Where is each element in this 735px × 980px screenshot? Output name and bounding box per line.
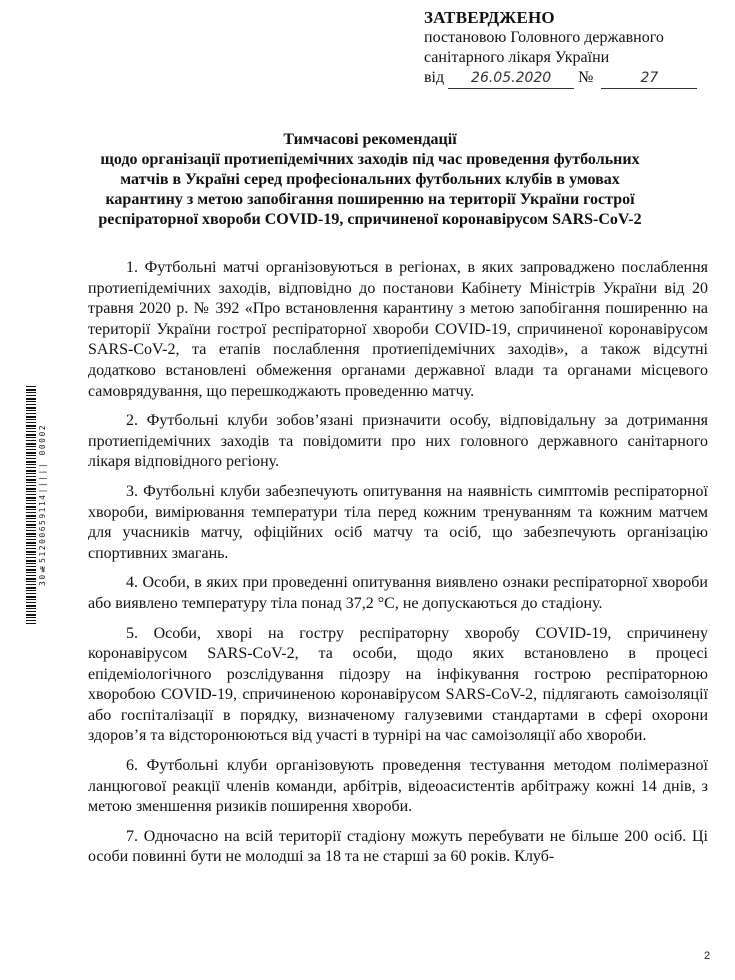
paragraph-2: 2. Футбольні клуби зобов’язані призначити особу, відповідальну за дотримання протиепідемічних заходів та повідомити про них головного державного санітарного лікаря відповідного регіону. bbox=[88, 412, 708, 471]
title-line-3: матчів в Україні серед професіональних футбольних клубів в умовах bbox=[120, 171, 620, 188]
side-barcode bbox=[26, 386, 48, 624]
title-line-5: респіраторної хвороби COVID-19, спричиненої коронавірусом SARS-CoV-2 bbox=[98, 211, 642, 228]
number-prefix: № bbox=[578, 69, 594, 86]
barcode-text: 30№51200659114||||| 00002 bbox=[38, 423, 47, 587]
approval-line-1: постановою Головного державного bbox=[424, 29, 664, 46]
barcode-bars bbox=[26, 386, 36, 624]
paragraph-6: 6. Футбольні клуби організовують проведення тестування методом полімеразної ланцюгової реакції членів команди, арбітрів, відеоасистентів арбітражу кожні 14 днів, з метою зменшення ризиків поширення хвороби. bbox=[88, 757, 708, 816]
title-line-1: Тимчасові рекомендації bbox=[283, 131, 457, 148]
title-line-2: щодо організації протиепідемічних заходів під час проведення футбольних bbox=[100, 151, 640, 168]
document-body bbox=[88, 258, 708, 877]
paragraph-3: 3. Футбольні клуби забезпечують опитування на наявність симптомів респіраторної хвороби, вимірювання температури тіла перед кожним тренуванням та кожним матчем для учасників матчу, офіційних осіб матчу та осіб, що забезпечують організацію спортивних змагань. bbox=[88, 482, 708, 562]
document-title bbox=[40, 130, 700, 230]
paragraph-5: 5. Особи, хворі на гостру респіраторну хворобу COVID-19, спричинену коронавірусом SARS-CoV-2, та особи, щодо яких встановлено в процесі епідеміологічного розслідування підозру на інфікування гострою респіраторною хворобою COVID-19, спричиненою коронавірусом SARS-CoV-2, підлягають самоізоляції або госпіталізації в порядку, визначеному галузевими стандартами в сфері охорони здоров’я та відсторонюються від участі в турнірі на час самоізоляції або хвороби. bbox=[88, 624, 708, 745]
approval-stamp bbox=[424, 8, 724, 89]
date-prefix: від bbox=[424, 69, 445, 86]
title-line-4: карантину з метою запобігання поширенню на території України гострої bbox=[105, 191, 635, 208]
approval-date-value: 26.05.2020 bbox=[448, 68, 574, 89]
paragraph-4: 4. Особи, в яких при проведенні опитування виявлено ознаки респіраторної хвороби або виявлено температуру тіла понад 37,2 °С, не допускаються до стадіону. bbox=[88, 574, 708, 612]
paragraph-7: 7. Одночасно на всій території стадіону можуть перебувати не більше 200 осіб. Ці особи повинні бути не молодші за 18 та не старші за 60 років. Клуб- bbox=[88, 827, 708, 866]
approval-date-line bbox=[424, 68, 724, 89]
approval-number-value: 27 bbox=[601, 68, 697, 89]
paragraph-1: 1. Футбольні матчі організовуються в регіонах, в яких запроваджено послаблення протиепідемічних заходів, відповідно до постанови Кабінету Міністрів України від 20 травня 2020 р. № 392 «Про встановлення карантину з метою запобігання поширенню на території України гострої респіраторної хвороби COVID-19, спричиненої коронавірусом SARS-CoV-2, та етапів послаблення протиепідемічних заходів», а також відсутні додатково встановлені обмеження органами державної влади та органами місцевого самоврядування, що перешкоджають проведенню матчу. bbox=[88, 259, 708, 400]
approval-heading: ЗАТВЕРДЖЕНО bbox=[424, 8, 555, 27]
page-number: 2 bbox=[704, 950, 711, 962]
approval-line-2: санітарного лікаря України bbox=[424, 49, 610, 66]
